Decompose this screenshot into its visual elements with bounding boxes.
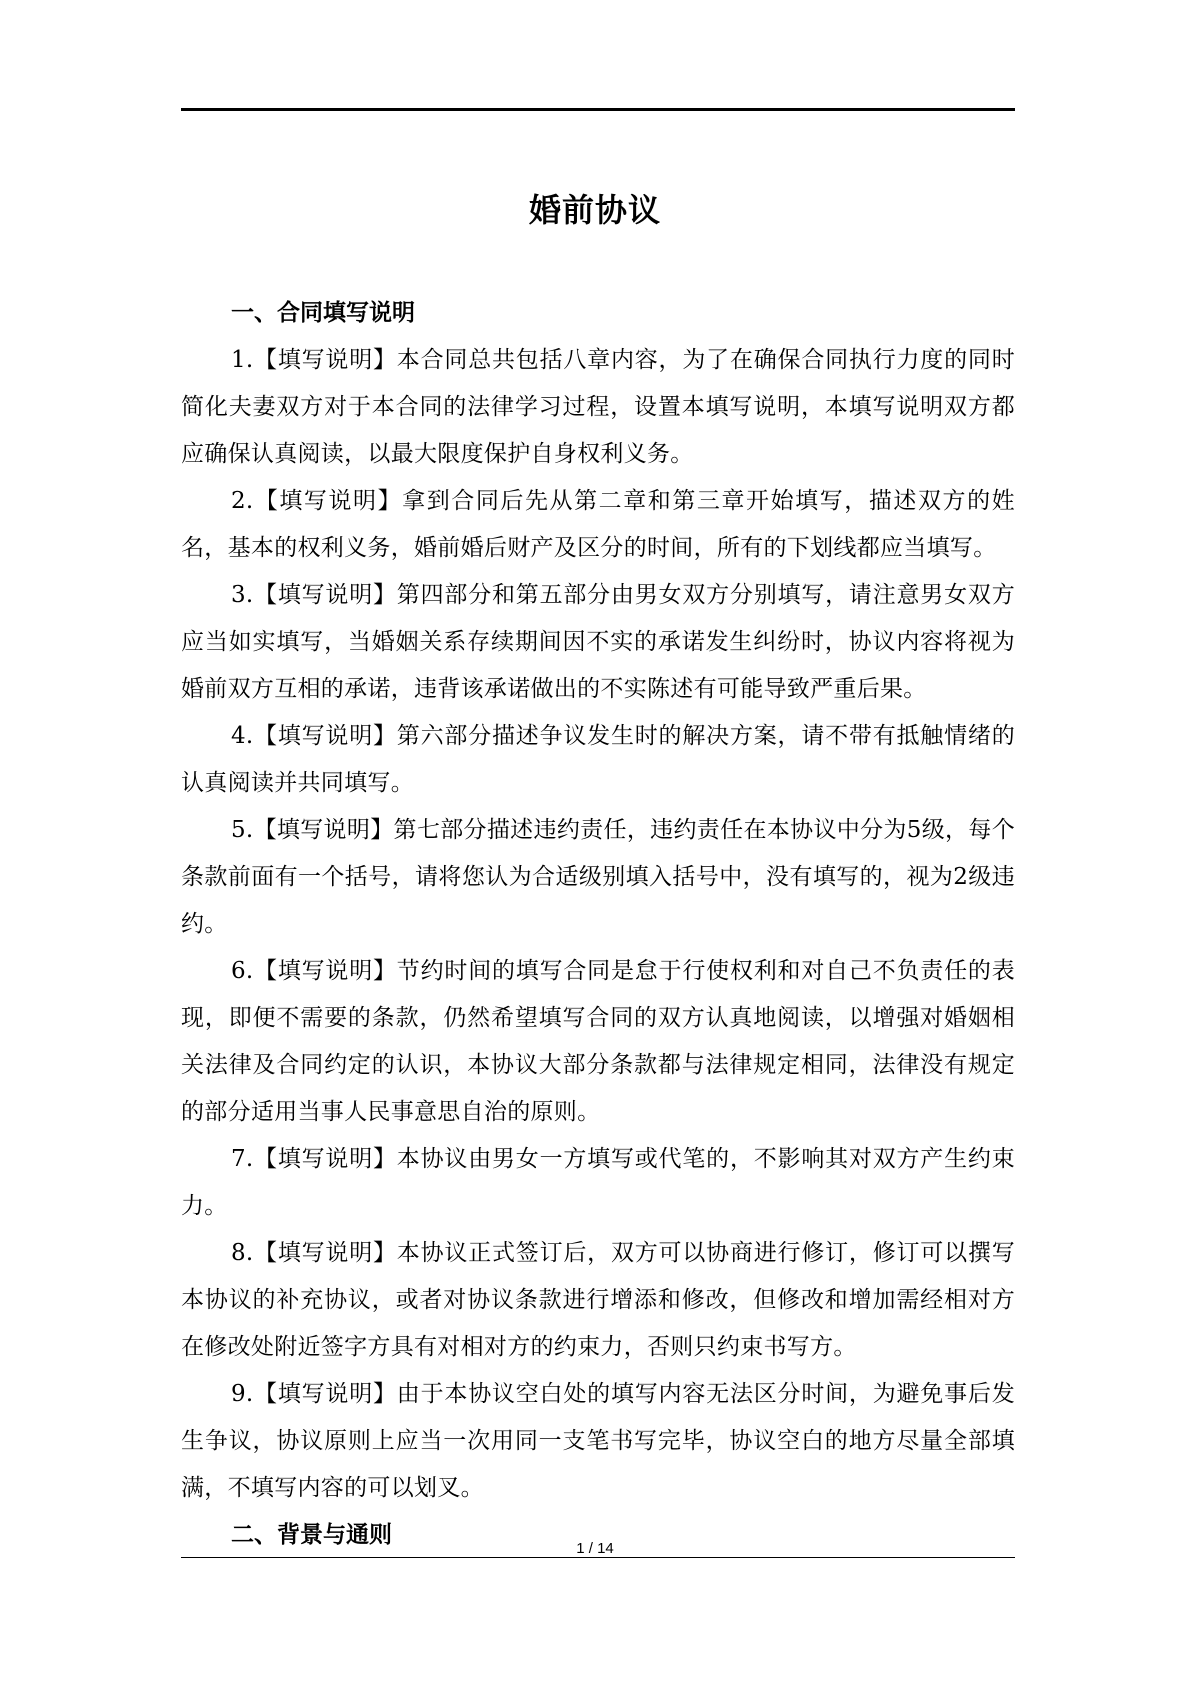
section-heading: 二、背景与通则	[231, 1522, 392, 1548]
paragraph: 9.【填写说明】由于本协议空白处的填写内容无法区分时间，为避免事后发生争议，协议原则上应当一次用同一支笔书写完毕，协议空白的地方尽量全部填满，不填写内容的可以划叉。	[181, 1381, 1015, 1501]
paragraph: 3.【填写说明】第四部分和第五部分由男女双方分别填写，请注意男女双方应当如实填写，当婚姻关系存续期间因不实的承诺发生纠纷时，协议内容将视为婚前双方互相的承诺，违背该承诺做出的不实陈述有可能导致严重后果。	[181, 582, 1015, 702]
header-rule	[181, 108, 1015, 111]
paragraph: 4.【填写说明】第六部分描述争议发生时的解决方案，请不带有抵触情绪的认真阅读并共同填写。	[181, 723, 1015, 796]
paragraph: 6.【填写说明】节约时间的填写合同是怠于行使权利和对自己不负责任的表现，即便不需要的条款，仍然希望填写合同的双方认真地阅读，以增强对婚姻相关法律及合同约定的认识，本协议大部分条款都与法律规定相同，法律没有规定的部分适用当事人民事意思自治的原则。	[181, 958, 1015, 1125]
page-number: 1 / 14	[576, 1540, 614, 1557]
document-body	[181, 290, 1015, 1559]
footer-rule	[181, 1557, 1015, 1558]
paragraph: 8.【填写说明】本协议正式签订后，双方可以协商进行修订，修订可以撰写本协议的补充协议，或者对协议条款进行增添和修改，但修改和增加需经相对方在修改处附近签字方具有对相对方的约束力，否则只约束书写方。	[181, 1240, 1015, 1360]
document-title: 婚前协议	[528, 191, 661, 229]
paragraph: 7.【填写说明】本协议由男女一方填写或代笔的，不影响其对双方产生约束力。	[181, 1146, 1015, 1219]
section-heading: 一、合同填写说明	[231, 300, 415, 326]
paragraph: 5.【填写说明】第七部分描述违约责任，违约责任在本协议中分为5级，每个条款前面有一个括号，请将您认为合适级别填入括号中，没有填写的，视为2级违约。	[181, 817, 1015, 937]
paragraph: 2.【填写说明】拿到合同后先从第二章和第三章开始填写，描述双方的姓名，基本的权利义务，婚前婚后财产及区分的时间，所有的下划线都应当填写。	[181, 488, 1015, 561]
paragraph: 1.【填写说明】本合同总共包括八章内容，为了在确保合同执行力度的同时简化夫妻双方对于本合同的法律学习过程，设置本填写说明，本填写说明双方都应确保认真阅读，以最大限度保护自身权利义务。	[181, 347, 1015, 467]
